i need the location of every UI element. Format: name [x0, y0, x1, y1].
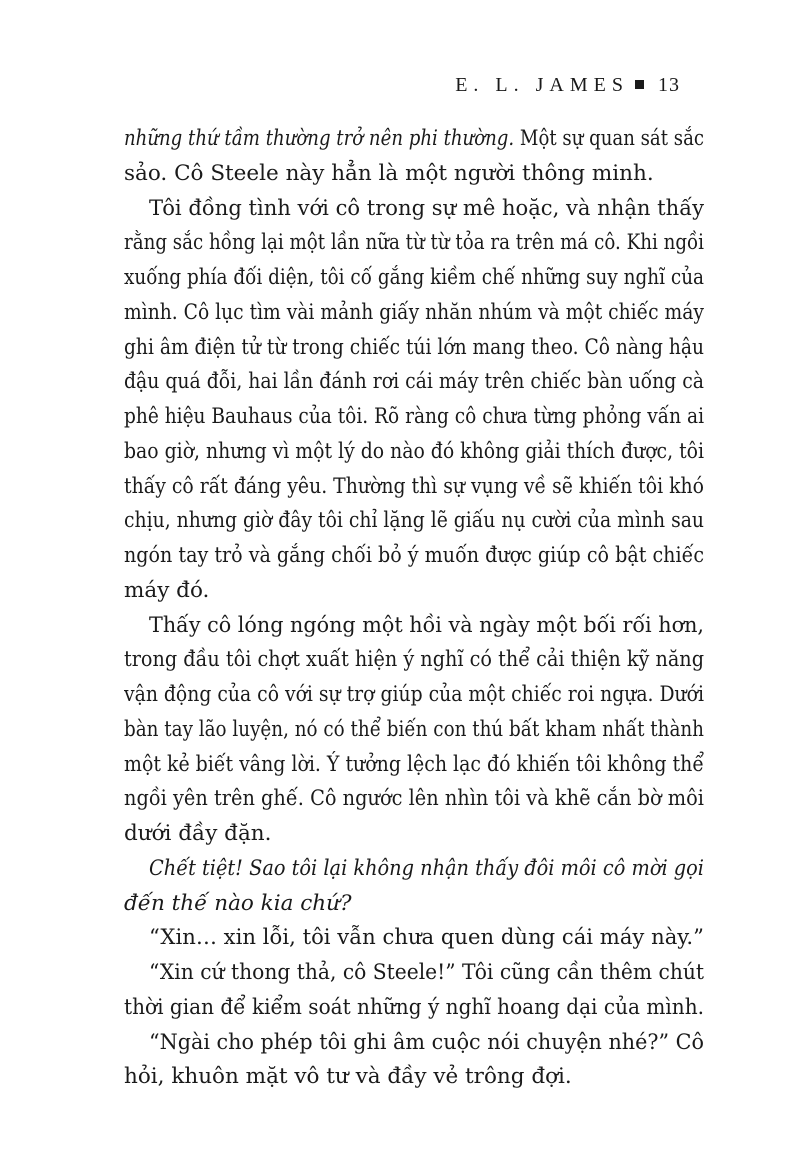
- text-line: [124, 470, 704, 505]
- text-run: hỏi, khuôn mặt vô tư và đầy vẻ trông đợi.: [124, 1064, 572, 1090]
- text-run: trong đầu tôi chợt xuất hiện ý nghĩ có thể cải thiện kỹ năng: [124, 647, 704, 673]
- text-line: [124, 887, 704, 922]
- text-run: thời gian để kiểm soát những ý nghĩ hoang dại của mình.: [124, 994, 704, 1020]
- text-run: Chết tiệt! Sao tôi lại không nhận thấy đôi môi cô mời gọi: [149, 855, 704, 881]
- text-line: [124, 504, 704, 539]
- running-head: [380, 74, 680, 97]
- text-line: [124, 1026, 704, 1061]
- text-line: [124, 122, 704, 157]
- text-line: [124, 782, 704, 817]
- text-line: [124, 226, 704, 261]
- text-line: [124, 748, 704, 783]
- text-run: “Xin… xin lỗi, tôi vẫn chưa quen dùng cái máy này.”: [149, 925, 704, 951]
- text-run: phê hiệu Bauhaus của tôi. Rõ ràng cô chưa từng phỏng vấn ai: [124, 404, 704, 429]
- text-line: [124, 852, 704, 887]
- text-line: [124, 713, 704, 748]
- text-line: [124, 956, 704, 991]
- text-run: “Ngài cho phép tôi ghi âm cuộc nói chuyện nhé?” Cô: [149, 1029, 704, 1055]
- text-line: [124, 261, 704, 296]
- text-line: [124, 296, 704, 331]
- text-line: [124, 331, 704, 366]
- text-line: [124, 609, 704, 644]
- text-line: [124, 365, 704, 400]
- text-run: máy đó.: [124, 577, 210, 603]
- text-line: [124, 643, 704, 678]
- text-line: [124, 817, 704, 852]
- text-run: chịu, nhưng giờ đây tôi chỉ lặng lẽ giấu nụ cười của mình sau: [124, 508, 704, 534]
- page-number: 13: [658, 74, 680, 96]
- text-run: vận động của cô với sự trợ giúp của một chiếc roi ngựa. Dưới: [124, 682, 704, 707]
- text-run: Một sự quan sát sắc: [514, 126, 704, 151]
- text-run: “Xin cứ thong thả, cô Steele!” Tôi cũng cần thêm chút: [149, 960, 704, 985]
- text-run: ngón tay trỏ và gắng chối bỏ ý muốn được giúp cô bật chiếc: [124, 543, 704, 568]
- text-line: [124, 192, 704, 227]
- text-run: xuống phía đối diện, tôi cố gắng kiềm chế những suy nghĩ của: [124, 265, 704, 290]
- text-run: sảo. Cô Steele này hẳn là một người thông minh.: [124, 160, 654, 186]
- text-run: đậu quá đỗi, hai lần đánh rơi cái máy trên chiếc bàn uống cà: [124, 369, 704, 395]
- author-name: E. L. JAMES: [455, 74, 629, 96]
- text-run: rằng sắc hồng lại một lần nữa từ từ tỏa ra trên má cô. Khi ngồi: [124, 230, 704, 256]
- text-line: [124, 921, 704, 956]
- text-run: bàn tay lão luyện, nó có thể biến con thú bất kham nhất thành: [124, 716, 704, 742]
- text-run: ngồi yên trên ghế. Cô ngước lên nhìn tôi và khẽ cắn bờ môi: [124, 786, 704, 812]
- text-run: đến thế nào kia chứ?: [124, 890, 352, 916]
- text-run: dưới đầy đặn.: [124, 821, 272, 846]
- text-run: một kẻ biết vâng lời. Ý tưởng lệch lạc đó khiến tôi không thể: [124, 751, 704, 777]
- body-text: [124, 122, 704, 1095]
- text-line: [124, 574, 704, 609]
- text-run: mình. Cô lục tìm vài mảnh giấy nhăn nhúm và một chiếc máy: [124, 299, 704, 325]
- text-line: [124, 539, 704, 574]
- text-line: [124, 435, 704, 470]
- text-run: những thứ tầm thường trở nên phi thường.: [124, 126, 515, 151]
- text-line: [124, 1060, 704, 1095]
- text-line: [124, 991, 704, 1026]
- text-line: [124, 400, 704, 435]
- text-run: Tôi đồng tình với cô trong sự mê hoặc, và nhận thấy: [149, 195, 704, 221]
- text-run: thấy cô rất đáng yêu. Thường thì sự vụng về sẽ khiến tôi khó: [124, 473, 704, 499]
- text-run: bao giờ, nhưng vì một lý do nào đó không giải thích được, tôi: [124, 438, 704, 464]
- text-line: [124, 157, 704, 192]
- text-line: [124, 678, 704, 713]
- text-run: Thấy cô lóng ngóng một hồi và ngày một bối rối hơn,: [149, 612, 704, 638]
- text-run: ghi âm điện tử từ trong chiếc túi lớn mang theo. Cô nàng hậu: [124, 334, 704, 360]
- separator-square-icon: [635, 80, 644, 89]
